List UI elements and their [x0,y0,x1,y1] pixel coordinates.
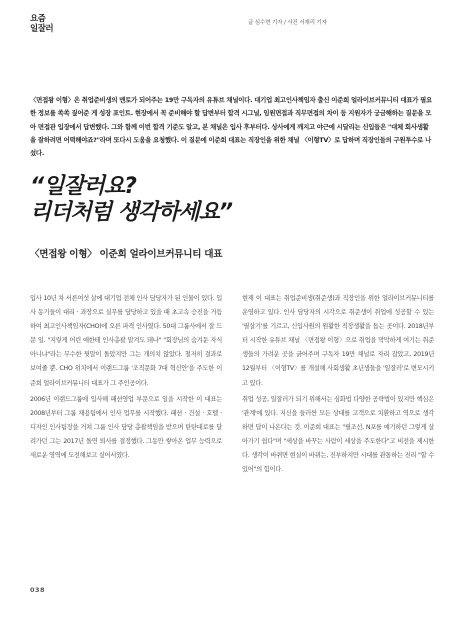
subheading: 〈면접왕 이형〉 이준희 얼라이브커뮤니티 대표 [30,249,223,260]
section-label-line1: 요즘 [30,14,46,24]
headline-line [30,174,136,200]
body-paragraph: 입사 10년 차 서른여섯 살에 대기업 전체 인사 담당자가 된 인물이 있다. 입사 동기들이 대리 · 과장으로 실무를 담당하고 있을 때 초고속 승진을 거듭하여 최고인사책임자(CHO)에 오른 파격 인사였다. 50대 그룹사에서 잘 드문 일. "지렇게 어린 애한테 인사총괄 맡겨도 돼나" "회장님의 숨겨둔 자식 아니냐"라는 무수한 뒷말이 돌았지만 그는 개의치 않았다. 철저히 결과로 보여줄 뿐. CHO 위치에서 이랜드그룹 '조직문화 7대 혁신안'을 주도한 이준희 얼라이브커뮤니티 대표가 그 주인공이다. [30,295,222,387]
intro-paragraph: 〈면접왕 이형〉은 취업준비생의 멘토가 되어주는 19만 구독자의 유튜브 채널이다. 대기업 최고인사책임자 출신 이준희 얼라이브커뮤니티 대표가 필요한 정보를 쏙쏙 짚어준 게 성장 포인트. 현장에서 꼭 준비해야 할 답변부터 합격 시그널, 임원면접과 직무면접의 차이 등 지원자가 궁금해하는 질문을 모아 면접관 입장에서 답변했다. 그와 함께 이번 합격 기준도 알고, 본 채널은 입사 후부터다. 상사에게 깨지고 야근에 시달리는 신입들은 "대체 회사생활을 잘하려면 어떡해야죠?"라며 또다시 도움을 요청했다. 이 질문에 이준희 대표는 직장인을 위한 채널 〈이형TV〉로 답하며 직장인들의 구원투수로 나섰다. [30,96,432,158]
body-paragraph: 2006년 이랜드그룹에 입사해 패션영업 부문으로 일을 시작한 이 대표는 2008년부터 그룹 채용팀에서 인사 업무를 시작했다. 패션 · 건설 · 호텔 · 디자인 인사팀장을 거쳐 그룹 인사 담당 총괄책임을 받으며 탄탄대로를 달려가던 그는 2017년 돌연 퇴사를 결정했다. 그동안 쌓아온 업무 능력으로 새로운 영역에 도전해보고 싶어서였다. [30,395,222,460]
headline-line [30,200,232,226]
body-column-right [242,292,434,477]
body-column-left [30,292,222,463]
byline: 글 심수현 기자 / 사진 서재리 기자 [248,20,327,26]
headline-text-2: 리더처럼 생각하세요” [30,200,233,225]
headline-text-1: “일잘러요? [30,174,136,199]
headline [30,174,350,226]
body-paragraph: 취업 성공, 일잘러가 되기 위해서는 심화법 다양한 공략법이 있지만 핵심은 '관계'에 있다. 지신을 들러싼 모든 상대를 고객으로 치환하고 역으로 생각하면 답이 나온다는 것. 이준희 대표는 "필조선, N포를 얘기하던 그렇게 살아가기 쉽다"며 "세상을 바꾸는 사람이 세상을 주도한다"고 비전을 제시한다. 생각이 바뀌면 현실이 바뀌는, 진부하지만 시대를 관통하는 진리 "할 수 있어"의 힘이다. [242,395,434,474]
section-tag [30,14,64,34]
body-paragraph: 현재 이 대표는 취업준비생(취준생)과 직장인을 위한 얼라이브커뮤니티를 운영하고 있다. 인사 담당자의 시각으로 취준생이 취업에 성공할 수 있는 '필살기'를 기르고, 신입사원의 원활한 직장생활을 돕는 곳이다. 2018년부터 시작한 유튜브 채널 〈면접왕 이형〉으로 취업을 막막하게 여기는 취준생들의 가려운 곳을 긁어주며 구독자 19만 채널로 자리 잡았고, 2019년 12월부터 〈이형TV〉를 개설해 사회생활 초년생들을 '일잘러'로 변모시키고 있다. [242,295,434,387]
page-number: 038 [30,586,46,594]
section-label-line2: 일잘러 [30,24,54,34]
